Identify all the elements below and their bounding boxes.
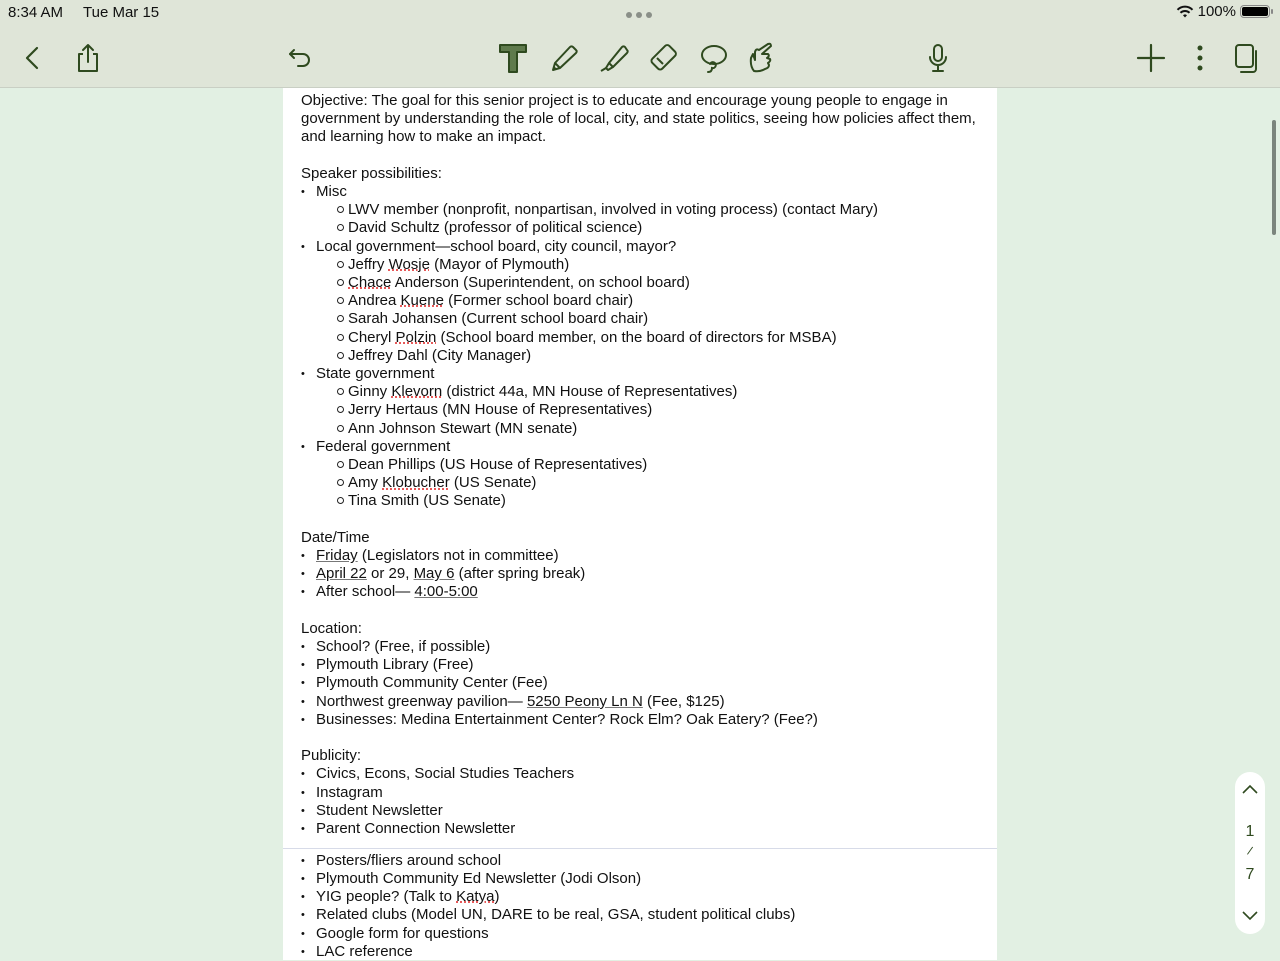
top-bar (0, 0, 1280, 88)
text-segment: (district 44a, MN House of Representatives) (442, 383, 738, 401)
list-item (301, 888, 981, 906)
wifi-icon (1176, 5, 1194, 19)
list-item (301, 183, 981, 201)
microphone-icon[interactable] (920, 40, 956, 76)
text-segment: Businesses: Medina Entertainment Center? Rock Elm? Oak Eatery? (Fee?) (316, 710, 818, 728)
misspelled-word: Klevorn (391, 383, 443, 401)
sub-list-item (301, 474, 981, 492)
list-item (301, 565, 981, 583)
text-segment: Ann Johnson Stewart (MN senate) (348, 419, 578, 437)
sub-list-item (301, 347, 981, 365)
list-item (301, 674, 981, 692)
text-segment: Cheryl (348, 328, 396, 346)
location-heading: Location: (301, 619, 362, 637)
speakers-heading: Speaker possibilities: (301, 164, 442, 182)
more-vertical-icon[interactable] (1180, 40, 1216, 76)
text-segment: After school— (316, 583, 415, 601)
sub-list-item (301, 201, 981, 219)
text-segment: Student Newsletter (316, 801, 443, 819)
chevron-up-icon[interactable] (1242, 784, 1258, 794)
address-link[interactable]: 5250 Peony Ln N (526, 692, 643, 710)
sub-list-item (301, 456, 981, 474)
text-tool-icon[interactable] (495, 40, 531, 76)
list-item (301, 802, 981, 820)
sub-list-item (301, 420, 981, 438)
battery-percent: 100% (1197, 3, 1236, 20)
text-segment: Jerry Hertaus (MN House of Representatives) (348, 401, 653, 419)
status-time: 8:34 AM (8, 4, 64, 21)
text-segment: Anderson (Superintendent, on school board) (391, 274, 690, 292)
pages-icon[interactable] (1228, 40, 1264, 76)
list-item (301, 711, 981, 729)
share-icon[interactable] (70, 40, 106, 76)
sub-list-item (301, 256, 981, 274)
back-icon[interactable] (15, 40, 51, 76)
status-date: Tue Mar 15 (83, 4, 160, 21)
misspelled-word: Kuene (400, 292, 444, 310)
sub-list-item (301, 329, 981, 347)
text-segment: Tina Smith (US Senate) (348, 492, 506, 510)
text-segment: School? (Free, if possible) (316, 638, 491, 656)
misspelled-word: Chace (348, 274, 392, 292)
text-segment: David Schultz (professor of political science) (348, 219, 643, 237)
text-segment: Misc (316, 183, 347, 200)
list-item (301, 238, 981, 256)
text-segment: Instagram (316, 783, 383, 801)
list-item (301, 693, 981, 711)
sub-list-item (301, 310, 981, 328)
text-segment: (Fee, $125) (642, 692, 725, 710)
text-segment: Plymouth Library (Free) (316, 656, 474, 674)
list-item (301, 906, 981, 924)
text-segment: Plymouth Community Center (Fee) (316, 674, 548, 692)
list-item (301, 852, 981, 870)
text-segment: (after spring break) (454, 565, 586, 583)
datetime-heading: Date/Time (301, 528, 370, 546)
total-pages: 7 (1245, 866, 1255, 883)
sub-list-item (301, 401, 981, 419)
text-segment: Plymouth Community Ed Newsletter (Jodi Olson) (316, 869, 642, 887)
list-item (301, 656, 981, 674)
sub-list-item (301, 383, 981, 401)
text-segment: Jeffry (348, 255, 389, 273)
list-item (301, 638, 981, 656)
page-navigator (1235, 772, 1265, 934)
objective-text: Objective: The goal for this senior project is to educate and encourage young people to engage in government by understanding the role of local, city, and state politics, seeing how policies affect them, and learning how to make an impact. (301, 92, 976, 146)
text-segment: (School board member, on the board of directors for MSBA) (436, 328, 837, 346)
text-segment: Ginny (348, 383, 392, 401)
text-segment: Google form for questions (316, 924, 489, 942)
document-content[interactable] (301, 92, 981, 961)
chevron-down-icon[interactable] (1242, 911, 1258, 921)
misspelled-word: Klobucher (382, 474, 450, 492)
misspelled-word: Wosje (388, 255, 430, 273)
publicity-heading: Publicity: (301, 747, 362, 765)
sub-list-item (301, 219, 981, 237)
plus-icon[interactable] (1133, 40, 1169, 76)
text-segment: Parent Connection Newsletter (316, 820, 516, 838)
text-segment: Federal government (316, 437, 451, 455)
text-segment: Amy (348, 474, 383, 492)
text-segment: LWV member (nonprofit, nonpartisan, involved in voting process) (contact Mary) (348, 201, 878, 219)
list-item (301, 365, 981, 383)
multitasking-handle[interactable] (626, 12, 652, 18)
text-segment: or 29, (366, 565, 414, 583)
text-segment: LAC reference (316, 942, 413, 960)
list-item (301, 925, 981, 943)
lasso-icon[interactable] (695, 40, 731, 76)
text-segment: Local government—school board, city council, mayor? (316, 237, 677, 255)
text-segment: State government (316, 365, 435, 383)
text-segment: Civics, Econs, Social Studies Teachers (316, 765, 575, 783)
eraser-icon[interactable] (645, 40, 681, 76)
text-segment: Posters/fliers around school (316, 851, 502, 869)
hand-pointer-icon[interactable] (744, 40, 780, 76)
page-separator: / (1246, 843, 1254, 859)
list-item (301, 943, 981, 961)
text-segment: (US Senate) (449, 474, 537, 492)
text-segment: Andrea (348, 292, 401, 310)
highlighter-icon[interactable] (596, 40, 632, 76)
pen-icon[interactable] (546, 40, 582, 76)
text-segment: YIG people? (Talk to (316, 888, 457, 906)
text-segment: (Mayor of Plymouth) (429, 255, 570, 273)
text-segment: (Legislators not in committee) (357, 547, 559, 565)
scrollbar[interactable] (1272, 120, 1276, 235)
undo-icon[interactable] (282, 40, 318, 76)
date-link[interactable]: May 6 (413, 565, 455, 583)
text-segment: Dean Phillips (US House of Representatives) (348, 456, 648, 474)
status-indicators (1176, 3, 1270, 20)
list-item (301, 870, 981, 888)
sub-list-item (301, 492, 981, 510)
sub-list-item (301, 274, 981, 292)
current-page: 1 (1245, 823, 1255, 840)
time-link[interactable]: 4:00-5:00 (414, 583, 478, 601)
list-item (301, 765, 981, 783)
battery-icon (1240, 5, 1270, 18)
list-item (301, 438, 981, 456)
date-link[interactable]: April 22 (316, 565, 367, 583)
text-segment: Jeffrey Dahl (City Manager) (348, 346, 532, 364)
text-segment: Related clubs (Model UN, DARE to be real, GSA, student political clubs) (316, 906, 796, 924)
list-item (301, 547, 981, 565)
date-link[interactable]: Friday (316, 547, 358, 565)
text-segment: Northwest greenway pavilion— (316, 692, 527, 710)
misspelled-word: Polzin (395, 328, 437, 346)
sub-list-item (301, 292, 981, 310)
text-segment: Sarah Johansen (Current school board chair) (348, 310, 649, 328)
text-segment: (Former school board chair) (443, 292, 634, 310)
list-item (301, 820, 981, 838)
list-item (301, 784, 981, 802)
list-item (301, 583, 981, 601)
text-segment: ) (494, 888, 500, 906)
misspelled-word: Katya (456, 888, 495, 906)
